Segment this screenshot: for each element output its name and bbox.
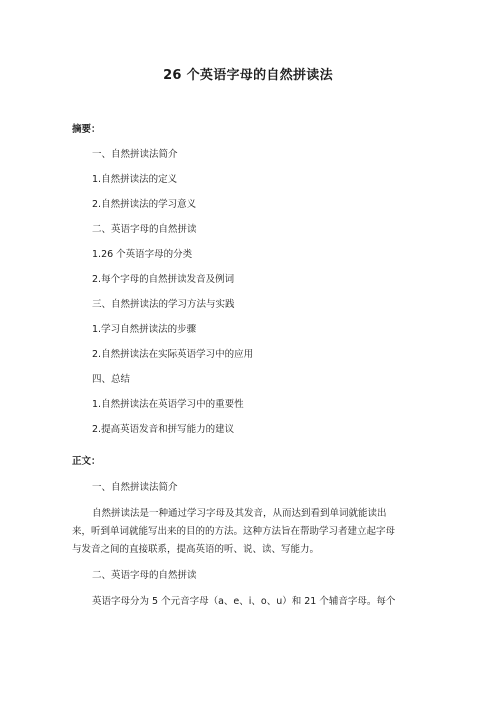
- outline-item: 2.每个字母的自然拼读发音及例词: [92, 274, 235, 285]
- paragraph-line: 自然拼读法是一种通过学习字母及其发音，从而达到看到单词就能读出: [92, 508, 387, 519]
- paragraph-line: 与发音之间的直接联系，提高英语的听、说、读、写能力。: [72, 544, 320, 555]
- outline-item: 2.自然拼读法的学习意义: [92, 199, 197, 210]
- paragraph-line: 来，听到单词就能写出来的目的的方法。这种方法旨在帮助学习者建立起字母: [72, 526, 396, 537]
- outline-item: 二、英语字母的自然拼读: [92, 224, 197, 235]
- outline-item: 三、自然拼读法的学习方法与实践: [92, 299, 235, 310]
- paragraph-line: 英语字母分为 5 个元音字母（a、e、i、o、u）和 21 个辅音字母。每个: [92, 596, 396, 607]
- section-heading: 一、自然拼读法简介: [92, 482, 178, 493]
- outline-item: 2.自然拼读法在实际英语学习中的应用: [92, 349, 254, 360]
- outline-item: 1.学习自然拼读法的步骤: [92, 324, 197, 335]
- abstract-label: 摘要：: [72, 124, 101, 135]
- outline-item: 1.自然拼读法在英语学习中的重要性: [92, 399, 244, 410]
- outline-item: 四、总结: [92, 374, 131, 385]
- body-label: 正文：: [72, 456, 101, 467]
- outline-item: 1.26 个英语字母的分类: [92, 249, 193, 260]
- outline-item: 一、自然拼读法简介: [92, 149, 178, 160]
- section-heading: 二、英语字母的自然拼读: [92, 570, 197, 581]
- document-title: 26 个英语字母的自然拼读法: [163, 68, 333, 83]
- outline-item: 2.提高英语发音和拼写能力的建议: [92, 424, 235, 435]
- outline-item: 1.自然拼读法的定义: [92, 174, 178, 185]
